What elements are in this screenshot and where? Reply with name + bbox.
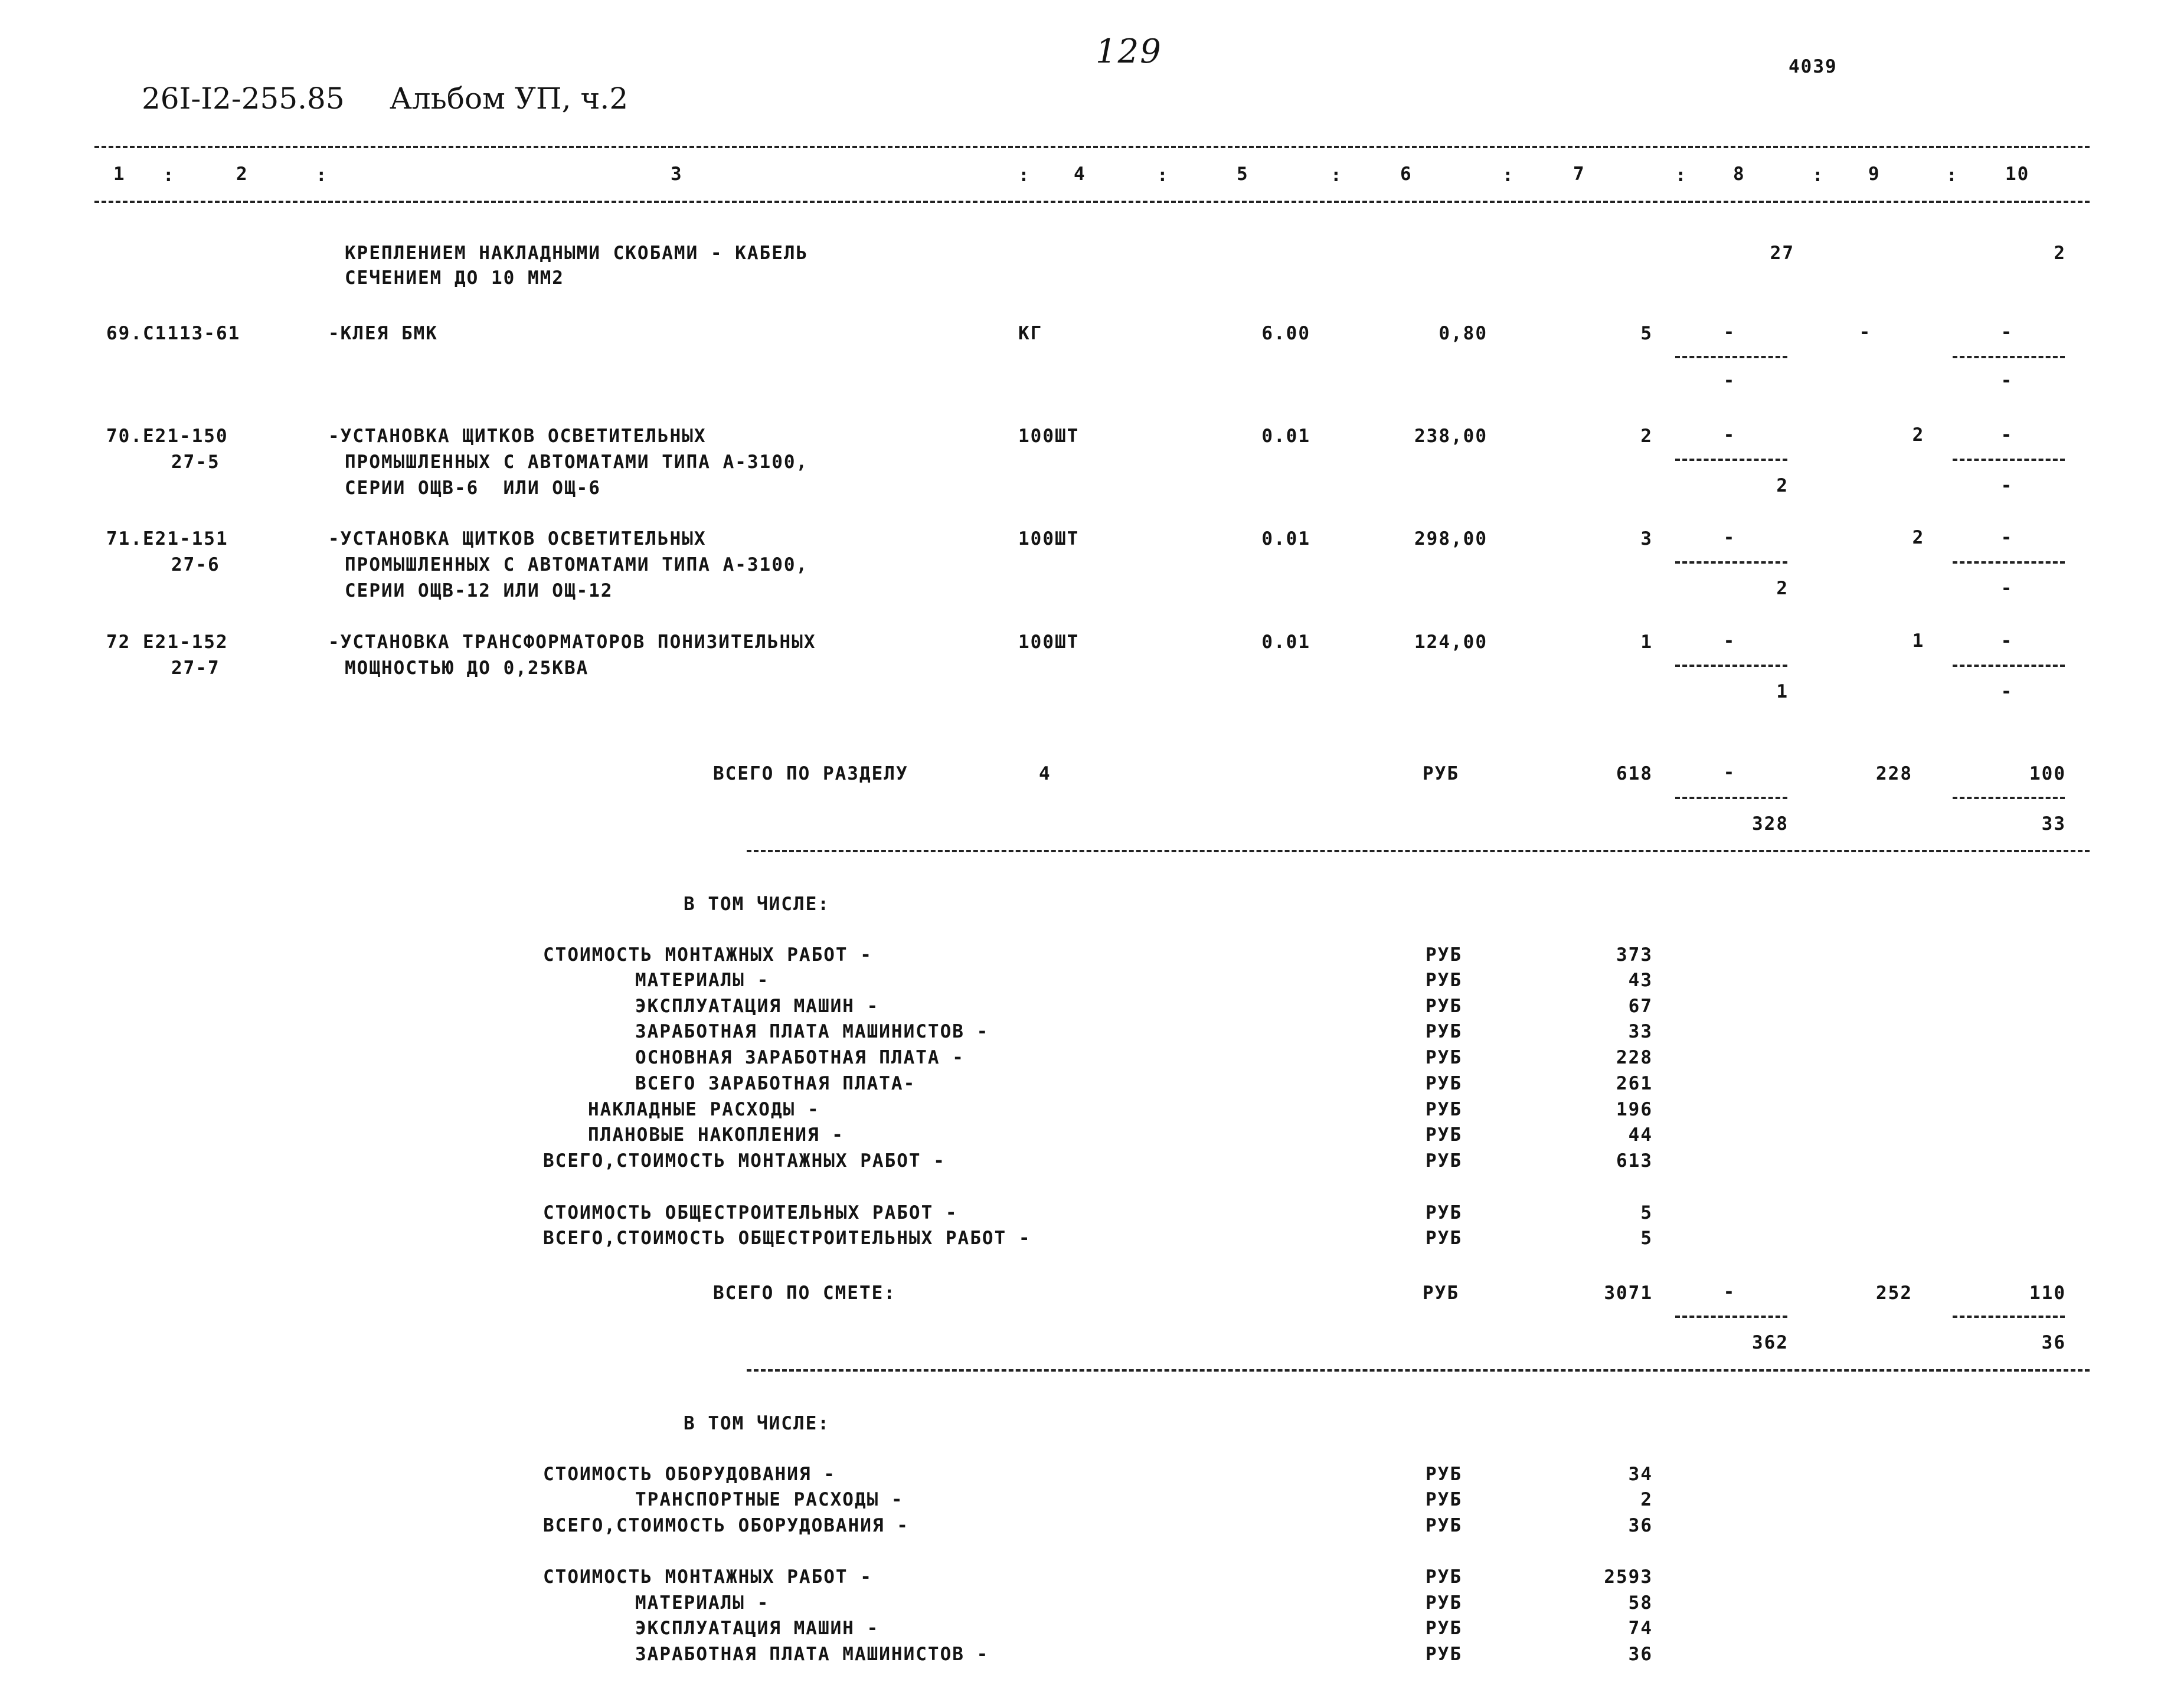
col10-value: 2 <box>2054 243 2066 264</box>
row-code: 71.Е21-151 <box>106 528 228 549</box>
column-number: 5 <box>1237 163 1249 185</box>
column-number: 2 <box>236 163 249 185</box>
breakdown-label: СТОИМОСТЬ ОБОРУДОВАНИЯ - <box>543 1464 836 1485</box>
col9-value: 1 <box>1912 630 1925 652</box>
breakdown-value: 2593 <box>1604 1566 1653 1588</box>
col8-bottom: - <box>1723 370 1736 391</box>
estimate-total-label: ВСЕГО ПО СМЕТЕ: <box>713 1282 896 1304</box>
breakdown-unit: РУБ <box>1426 1228 1462 1249</box>
breakdown-value: 58 <box>1628 1592 1653 1614</box>
fraction-line <box>1675 561 1787 564</box>
breakdown-label: ВСЕГО ЗАРАБОТНАЯ ПЛАТА- <box>635 1073 916 1094</box>
row-unit: 100ШТ <box>1018 426 1080 447</box>
fraction-line <box>1675 665 1787 667</box>
column-number: 3 <box>671 163 683 185</box>
col10-bottom: - <box>2000 681 2013 702</box>
row-description: ПРОМЫШЛЕННЫХ С АВТОМАТАМИ ТИПА А-3100, <box>345 554 809 575</box>
col8-bottom: 2 <box>1776 578 1789 599</box>
breakdown-label: МАТЕРИАЛЫ - <box>635 1592 770 1614</box>
row-code-secondary: 27-6 <box>171 554 220 575</box>
page-number: 4039 <box>1789 56 1838 77</box>
fraction-line <box>1953 561 2065 564</box>
breakdown-unit: РУБ <box>1426 1202 1462 1223</box>
col10-bottom: - <box>2000 370 2013 391</box>
col8-top: - <box>1723 762 1736 783</box>
total-cost: 618 <box>1616 763 1653 784</box>
col8-top: - <box>1723 424 1736 446</box>
fraction-line <box>1953 1316 2065 1318</box>
breakdown-unit: РУБ <box>1426 1489 1462 1510</box>
fraction-line <box>1953 356 2065 358</box>
col10-bottom: 36 <box>2041 1332 2066 1353</box>
breakdown-label: СТОИМОСТЬ МОНТАЖНЫХ РАБОТ - <box>543 1566 872 1588</box>
row-unit: КГ <box>1018 323 1043 344</box>
row-description: -УСТАНОВКА ТРАНСФОРМАТОРОВ ПОНИЗИТЕЛЬНЫХ <box>328 631 816 653</box>
breakdown-unit: РУБ <box>1426 944 1462 966</box>
column-separator: : <box>316 165 328 186</box>
breakdown-unit: РУБ <box>1426 1047 1462 1068</box>
col8-bottom: 362 <box>1752 1332 1789 1353</box>
row-quantity: 0.01 <box>1261 528 1310 549</box>
row-quantity: 0.01 <box>1261 631 1310 653</box>
col9-value: 2 <box>1912 424 1925 446</box>
breakdown-label: ВСЕГО,СТОИМОСТЬ МОНТАЖНЫХ РАБОТ - <box>543 1150 946 1172</box>
row-description: ПРОМЫШЛЕННЫХ С АВТОМАТАМИ ТИПА А-3100, <box>345 451 809 473</box>
column-number: 4 <box>1074 163 1086 185</box>
column-number: 9 <box>1868 163 1881 185</box>
col9-value: 2 <box>1912 527 1925 548</box>
column-number: 10 <box>2005 163 2030 185</box>
column-number: 6 <box>1400 163 1413 185</box>
row-code: 72 Е21-152 <box>106 631 228 653</box>
header-top-rule <box>94 146 2090 148</box>
row-code-secondary: 27-5 <box>171 451 220 473</box>
breakdown-value: 373 <box>1616 944 1653 966</box>
col9-value: - <box>1859 322 1872 343</box>
row-quantity: 0.01 <box>1261 426 1310 447</box>
col10-top: - <box>2000 424 2013 446</box>
breakdown-label: СТОИМОСТЬ ОБЩЕСТРОИТЕЛЬНЫХ РАБОТ - <box>543 1202 958 1223</box>
fraction-line <box>1953 459 2065 461</box>
col10-bottom: - <box>2000 578 2013 599</box>
total-cost: 3071 <box>1604 1282 1653 1304</box>
row-unit-price: 124,00 <box>1414 631 1487 653</box>
breakdown-value: 74 <box>1628 1618 1653 1639</box>
breakdown-value: 228 <box>1616 1047 1653 1068</box>
row-unit: 100ШТ <box>1018 631 1080 653</box>
col10-top: - <box>2000 630 2013 652</box>
breakdown-value: 36 <box>1628 1515 1653 1536</box>
total-unit: РУБ <box>1423 763 1459 784</box>
col10-top: 100 <box>2029 763 2066 784</box>
column-separator: : <box>1812 165 1825 186</box>
row-unit-price: 298,00 <box>1414 528 1487 549</box>
row-description: КРЕПЛЕНИЕМ НАКЛАДНЫМИ СКОБАМИ - КАБЕЛЬ <box>345 243 809 264</box>
row-code-secondary: 27-7 <box>171 657 220 679</box>
row-description: -КЛЕЯ БМК <box>328 323 438 344</box>
breakdown-label: ЭКСПЛУАТАЦИЯ МАШИН - <box>635 1618 880 1639</box>
breakdown-label: МАТЕРИАЛЫ - <box>635 970 770 991</box>
breakdown-value: 2 <box>1640 1489 1653 1510</box>
album-label: Альбом УП, ч.2 <box>390 81 629 116</box>
breakdown-unit: РУБ <box>1426 1021 1462 1042</box>
col8-value: 27 <box>1770 243 1794 264</box>
including-heading: В ТОМ ЧИСЛЕ: <box>684 894 830 915</box>
col10-top: - <box>2000 322 2013 343</box>
row-total-cost: 3 <box>1640 528 1653 549</box>
breakdown-label: ВСЕГО,СТОИМОСТЬ ОБОРУДОВАНИЯ - <box>543 1515 909 1536</box>
breakdown-value: 196 <box>1616 1099 1653 1120</box>
row-quantity: 6.00 <box>1261 323 1310 344</box>
row-description: -УСТАНОВКА ЩИТКОВ ОСВЕТИТЕЛЬНЫХ <box>328 426 707 447</box>
row-total-cost: 1 <box>1640 631 1653 653</box>
breakdown-unit: РУБ <box>1426 1150 1462 1172</box>
estimate-divider <box>747 1369 2090 1372</box>
column-separator: : <box>1018 165 1031 186</box>
total-unit: РУБ <box>1423 1282 1459 1304</box>
row-description: -УСТАНОВКА ЩИТКОВ ОСВЕТИТЕЛЬНЫХ <box>328 528 707 549</box>
col8-top: - <box>1723 527 1736 548</box>
fraction-line <box>1953 665 2065 667</box>
breakdown-unit: РУБ <box>1426 1124 1462 1146</box>
breakdown-label: ЗАРАБОТНАЯ ПЛАТА МАШИНИСТОВ - <box>635 1644 989 1665</box>
row-code: 69.С1113-61 <box>106 323 241 344</box>
breakdown-label: ЭКСПЛУАТАЦИЯ МАШИН - <box>635 996 880 1017</box>
breakdown-value: 36 <box>1628 1644 1653 1665</box>
fraction-line <box>1675 1316 1787 1318</box>
column-separator: : <box>1946 165 1959 186</box>
row-description: СЕЧЕНИЕМ ДО 10 ММ2 <box>345 267 564 289</box>
fraction-line <box>1675 356 1787 358</box>
section-divider <box>747 850 2090 852</box>
col9-value: 252 <box>1876 1282 1912 1304</box>
col10-bottom: 33 <box>2041 813 2066 835</box>
section-total-label: ВСЕГО ПО РАЗДЕЛУ <box>713 763 908 784</box>
col10-top: - <box>2000 527 2013 548</box>
col8-top: - <box>1723 322 1736 343</box>
column-number: 1 <box>113 163 126 185</box>
breakdown-label: СТОИМОСТЬ МОНТАЖНЫХ РАБОТ - <box>543 944 872 966</box>
row-unit-price: 0,80 <box>1439 323 1487 344</box>
row-total-cost: 5 <box>1640 323 1653 344</box>
breakdown-label: НАКЛАДНЫЕ РАСХОДЫ - <box>588 1099 820 1120</box>
breakdown-value: 67 <box>1628 996 1653 1017</box>
col8-bottom: 328 <box>1752 813 1789 835</box>
row-description: МОЩНОСТЬЮ ДО 0,25КВА <box>345 657 589 679</box>
breakdown-unit: РУБ <box>1426 1566 1462 1588</box>
breakdown-unit: РУБ <box>1426 1073 1462 1094</box>
row-unit-price: 238,00 <box>1414 426 1487 447</box>
column-number: 7 <box>1573 163 1585 185</box>
document-code: 26I-I2-255.85 <box>142 81 345 116</box>
column-separator: : <box>1502 165 1515 186</box>
breakdown-value: 261 <box>1616 1073 1653 1094</box>
column-number: 8 <box>1733 163 1745 185</box>
row-description: СЕРИИ ОЩВ-6 ИЛИ ОЩ-6 <box>345 477 601 499</box>
column-separator: : <box>1157 165 1169 186</box>
breakdown-value: 43 <box>1628 970 1653 991</box>
column-separator: : <box>1675 165 1688 186</box>
breakdown-unit: РУБ <box>1426 1464 1462 1485</box>
column-separator: : <box>163 165 175 186</box>
breakdown-unit: РУБ <box>1426 1515 1462 1536</box>
col9-value: 228 <box>1876 763 1912 784</box>
col10-top: 110 <box>2029 1282 2066 1304</box>
handwritten-page-number: 129 <box>1096 32 1162 71</box>
col8-bottom: 2 <box>1776 475 1789 496</box>
breakdown-value: 5 <box>1640 1228 1653 1249</box>
breakdown-label: ЗАРАБОТНАЯ ПЛАТА МАШИНИСТОВ - <box>635 1021 989 1042</box>
section-number: 4 <box>1039 763 1051 784</box>
row-description: СЕРИИ ОЩВ-12 ИЛИ ОЩ-12 <box>345 580 613 601</box>
breakdown-value: 34 <box>1628 1464 1653 1485</box>
breakdown-unit: РУБ <box>1426 1644 1462 1665</box>
breakdown-value: 5 <box>1640 1202 1653 1223</box>
breakdown-unit: РУБ <box>1426 1099 1462 1120</box>
breakdown-unit: РУБ <box>1426 1592 1462 1614</box>
breakdown-value: 44 <box>1628 1124 1653 1146</box>
breakdown-unit: РУБ <box>1426 996 1462 1017</box>
breakdown-label: ОСНОВНАЯ ЗАРАБОТНАЯ ПЛАТА - <box>635 1047 965 1068</box>
breakdown-unit: РУБ <box>1426 1618 1462 1639</box>
breakdown-label: ТРАНСПОРТНЫЕ РАСХОДЫ - <box>635 1489 904 1510</box>
row-unit: 100ШТ <box>1018 528 1080 549</box>
col8-bottom: 1 <box>1776 681 1789 702</box>
fraction-line <box>1675 797 1787 799</box>
col8-top: - <box>1723 1281 1736 1303</box>
breakdown-value: 613 <box>1616 1150 1653 1172</box>
breakdown-label: ВСЕГО,СТОИМОСТЬ ОБЩЕСТРОИТЕЛЬНЫХ РАБОТ - <box>543 1228 1031 1249</box>
col10-bottom: - <box>2000 475 2013 496</box>
col8-top: - <box>1723 630 1736 652</box>
breakdown-label: ПЛАНОВЫЕ НАКОПЛЕНИЯ - <box>588 1124 844 1146</box>
column-separator: : <box>1330 165 1343 186</box>
fraction-line <box>1953 797 2065 799</box>
row-total-cost: 2 <box>1640 426 1653 447</box>
header-bottom-rule <box>94 201 2090 203</box>
fraction-line <box>1675 459 1787 461</box>
breakdown-value: 33 <box>1628 1021 1653 1042</box>
including-heading: В ТОМ ЧИСЛЕ: <box>684 1413 830 1434</box>
row-code: 70.Е21-150 <box>106 426 228 447</box>
breakdown-unit: РУБ <box>1426 970 1462 991</box>
